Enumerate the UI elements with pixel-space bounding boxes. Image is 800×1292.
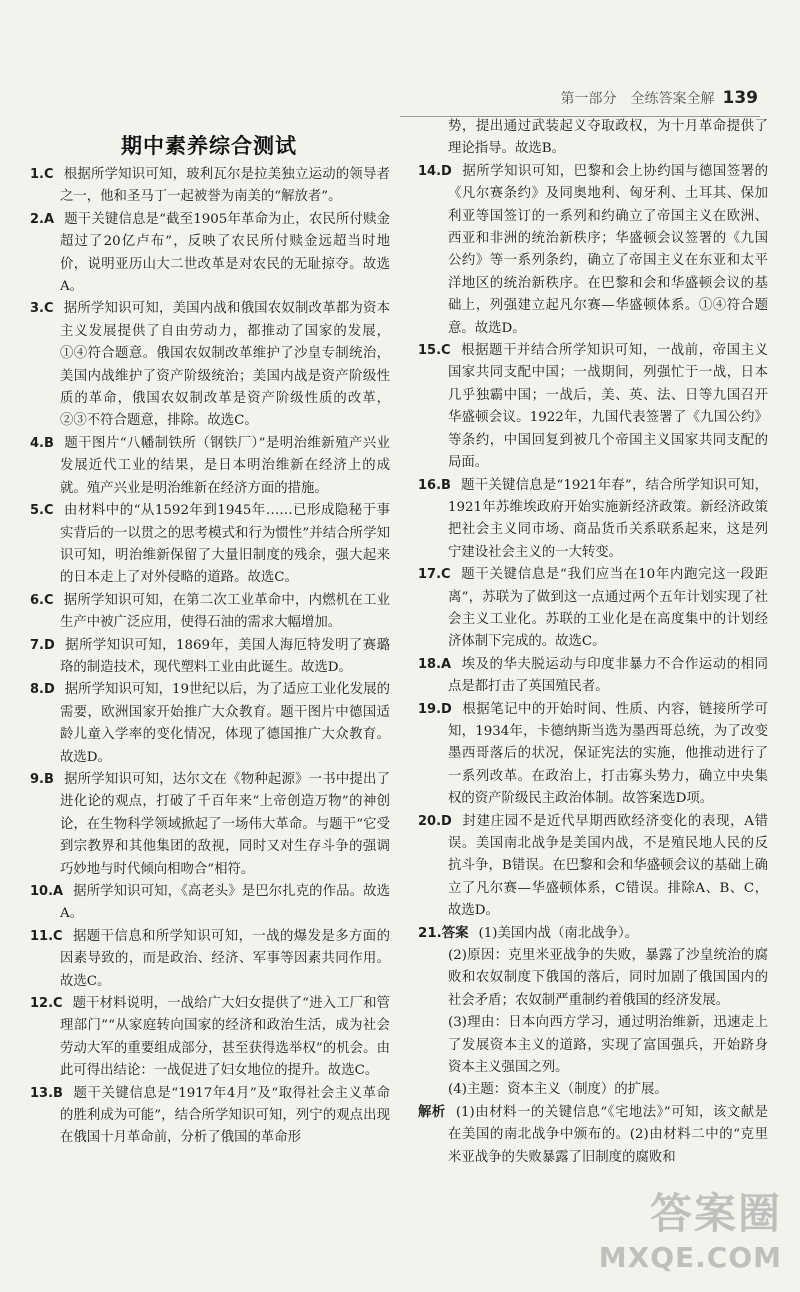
- answer-number: 17.C: [418, 567, 451, 583]
- answer-text: 据所学知识可知，达尔文在《物种起源》一书中提出了进化论的观点，打破了千百年来“上帝创造万物”的神创论，在生物科学领域掀起了一场伟大革命。与题干“它受到宗教界和其他集团的敌视，同时又对生存斗争的强调巧妙地与时代倾向相吻合”相符。: [60, 771, 390, 877]
- answer-item: [418, 161, 768, 340]
- answer-21-part-2: (2)原因：克里米亚战争的失败，暴露了沙皇统治的腐败和农奴制度下俄国的落后，同时加剧了俄国国内的社会矛盾；农奴制严重制约着俄国的经济发展。: [448, 948, 768, 1008]
- answer-item: [30, 926, 390, 993]
- answer-number: 13.B: [30, 1085, 63, 1101]
- answer-number: 16.B: [418, 477, 451, 493]
- answer-item: [30, 635, 390, 680]
- answer-item: [30, 881, 390, 926]
- answer-text: 根据所学知识可知，玻利瓦尔是拉美独立运动的领导者之一，他和圣马丁一起被誉为南美的“解放者”。: [60, 167, 390, 205]
- answer-item: [30, 1083, 390, 1150]
- answer-21-part-4: (4)主题：资本主义（制度）的扩展。: [448, 1082, 668, 1098]
- section-label: 第一部分 全练答案全解: [560, 91, 715, 107]
- answer-text: 题干关键信息是“1917年4月”及“取得社会主义革命的胜利成为可能”，结合所学知识可知，列宁的观点出现在俄国十月革命前，分析了俄国的革命形: [60, 1085, 390, 1146]
- answer-text: 据所学知识可知，19世纪以后，为了适应工业化发展的需要，欧洲国家开始推广大众教育。题干图片中德国适龄儿童入学率的变化情况，体现了德国推广大众教育。故选D。: [60, 682, 390, 765]
- answer-21: [418, 923, 768, 945]
- answer-number: 4.B: [30, 435, 54, 451]
- page-header: [561, 88, 759, 108]
- answer-number: 19.D: [418, 701, 452, 717]
- answer-text: 据所学知识可知，巴黎和会上协约国与德国签署的《凡尔赛条约》及同奥地利、匈牙利、土耳其、保加利亚等国签订的一系列和约确立了帝国主义在欧洲、西亚和非洲的统治新秩序；华盛顿会议签署的《九国公约》等一系列条约，确立了帝国主义在东亚和太平洋地区的统治新秩序。在巴黎和会和华盛顿会议的基础上，列强建立起凡尔赛—华盛顿体系。①④符合题意。故选D。: [448, 163, 768, 336]
- answer-number: 18.A: [418, 656, 452, 672]
- answer-text: 势，提出通过武装起义夺取政权，为十月革命提供了理论指导。故选B。: [448, 119, 768, 157]
- page-title: 期中素养综合测试: [121, 134, 297, 158]
- answer-text: 据所学知识可知，1869年，美国人海厄特发明了赛璐珞的制造技术，现代塑料工业由此诞生。故选D。: [60, 637, 390, 675]
- answer-text: 题干材料说明，一战给广大妇女提供了“进入工厂和管理部门”“从家庭转向国家的经济和政治生活，成为社会劳动大军的重要组成部分，甚至获得选举权”的机会。由此可得出结论：一战促进了妇女地位的提升。故选C。: [60, 996, 390, 1079]
- answer-item: [30, 164, 390, 209]
- answer-21-analysis: [418, 1102, 768, 1169]
- answer-item: [418, 811, 768, 923]
- answer-text: 据所学知识可知，美国内战和俄国农奴制改革都为资本主义发展提供了自由劳动力，都推动了国家的发展，①④符合题意。俄国农奴制改革维护了沙皇专制统治，美国内战维护了资产阶级统治；美国内战是资产阶级性质的革命，俄国农奴制改革是资产阶级性质的改革，②③不符合题意，排除。故选C。: [60, 301, 390, 429]
- answer-item: [30, 590, 390, 635]
- answer-number: 14.D: [418, 163, 452, 179]
- answer-number: 9.B: [30, 771, 54, 787]
- answer-text: 题干图片“八幡制铁所（钢铁厂）”是明治维新殖产兴业发展近代工业的结果，是日本明治维新在经济上的成就。殖产兴业是明治维新在经济方面的措施。: [60, 435, 390, 496]
- answer-number: 11.C: [30, 928, 63, 944]
- answer-text: 据所学知识可知，《高老头》是巴尔扎克的作品。故选A。: [60, 884, 390, 922]
- answer-item: [418, 654, 768, 699]
- left-column: [30, 164, 390, 1150]
- answer-text: 题干关键信息是“截至1905年革命为止，农民所付赎金超过了20亿卢布”，反映了农民所付赎金远超当时地价，说明亚历山大二世改革是对农民的无耻掠夺。故选A。: [60, 211, 390, 295]
- answer-item: [418, 340, 768, 474]
- answer-text: 根据笔记中的开始时间、性质、内容，链接所学可知，1934年，卡德纳斯当选为墨西哥总统，为了改变墨西哥落后的状况，保证宪法的实施，他推动进行了一系列改革。在政治上，打击寡头势力，确立中央集权的资产阶级民主政治体制。故答案选D项。: [448, 701, 768, 807]
- right-column: [418, 116, 768, 1169]
- analysis-text: (1)由材料一的关键信息“《宅地法》”可知，该文献是在美国的南北战争中颁布的。(2)由材料二中的“克里米亚战争的失败暴露了旧制度的腐败和: [448, 1104, 769, 1165]
- watermark: [599, 1181, 782, 1274]
- answer-item: [30, 433, 390, 500]
- answer-item: [30, 209, 390, 299]
- answer-number: 15.C: [418, 343, 451, 359]
- answer-item: [30, 993, 390, 1083]
- answer-number: 6.C: [30, 592, 54, 608]
- answer-text: 题干关键信息是“1921年春”，结合所学知识可知，1921年苏维埃政府开始实施新经济政策。新经济政策把社会主义同市场、商品货币关系联系起来，这是列宁建设社会主义的一大转变。: [448, 477, 768, 560]
- page-number: 139: [722, 88, 758, 108]
- answer-text: 据所学知识可知，在第二次工业革命中，内燃机在工业生产中被广泛应用，使得石油的需求大幅增加。: [60, 592, 390, 631]
- answer-number: 7.D: [30, 637, 55, 653]
- answer-text: 埃及的华夫脱运动与印度非暴力不合作运动的相同点是都打击了英国殖民者。: [448, 656, 768, 695]
- answer-item: [418, 564, 768, 654]
- answer-item: [30, 500, 390, 590]
- answer-number: 1.C: [30, 167, 54, 182]
- answer-number: 12.C: [30, 996, 63, 1012]
- answer-number: 2.A: [30, 211, 55, 227]
- answer-item: [30, 679, 390, 769]
- analysis-label: 解析: [418, 1104, 446, 1120]
- watermark-text: 答案圈: [649, 1189, 782, 1238]
- answer-text: 由材料中的“从1592年到1945年……已形成隐秘于事实背后的一以贯之的思考模式和行为惯性”并结合所学知识可知，明治维新保留了大量旧制度的残余，强大起来的日本走上了对外侵略的道路。故选C。: [60, 503, 390, 586]
- answer-21-label: 21.答案: [418, 925, 469, 941]
- answer-21-part-1: (1)美国内战（南北战争）。: [478, 925, 639, 941]
- answer-text: 据题干信息和所学知识可知，一战的爆发是多方面的因素导致的，而是政治、经济、军事等因素共同作用。故选C。: [60, 928, 390, 989]
- answer-item: [418, 475, 768, 565]
- answer-text: 根据题干并结合所学知识可知，一战前，帝国主义国家共同支配中国；一战期间，列强忙于一战，日本几乎独霸中国；一战后，美、英、法、日等九国召开华盛顿会议。1922年，九国代表签署了《九国公约》等条约，中国回复到被几个帝国主义国家共同支配的局面。: [448, 343, 768, 471]
- answer-number: 5.C: [30, 503, 54, 519]
- watermark-url: MXQE.COM: [598, 1241, 782, 1274]
- answer-number: 20.D: [418, 813, 452, 829]
- answer-number: 10.A: [30, 884, 64, 899]
- answer-number: 8.D: [30, 682, 55, 698]
- answer-item: [418, 699, 768, 811]
- answer-number: 3.C: [30, 301, 54, 317]
- answer-item: [418, 116, 768, 161]
- answer-text: 封建庄园不是近代早期西欧经济变化的表现，A错误。美国南北战争是美国内战，不是殖民地人民的反抗斗争，B错误。在巴黎和会和华盛顿会议的基础上确立了凡尔赛—华盛顿体系，C错误。排除A、B、C，故选D。: [448, 813, 768, 919]
- answer-text: 题干关键信息是“我们应当在10年内跑完这一段距离”，苏联为了做到这一点通过两个五年计划实现了社会主义工业化。苏联的工业化是在高度集中的计划经济体制下完成的。故选C。: [448, 567, 768, 650]
- answer-21-part-3: (3)理由：日本向西方学习，通过明治维新，迅速走上了发展资本主义的道路，实现了富国强兵，开始跻身资本主义强国之列。: [448, 1015, 768, 1076]
- answer-item: [30, 769, 390, 881]
- answer-item: [30, 298, 390, 432]
